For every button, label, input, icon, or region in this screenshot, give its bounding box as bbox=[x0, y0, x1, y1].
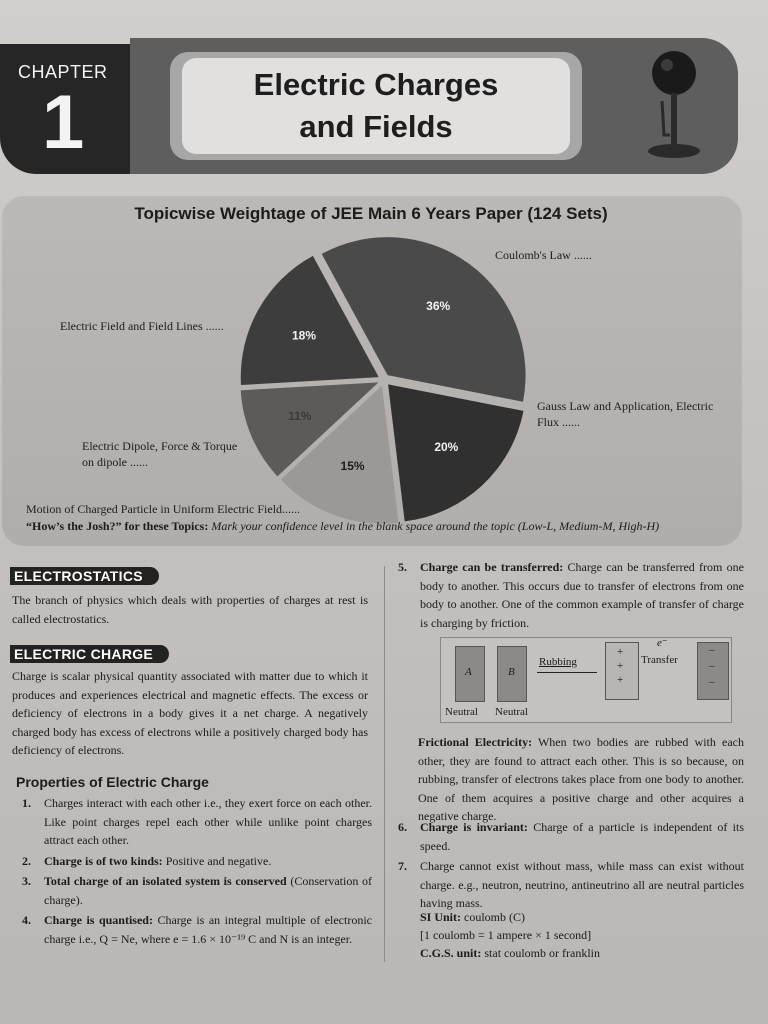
properties-list bbox=[12, 794, 372, 950]
item-5 bbox=[388, 558, 744, 634]
slice-label-gauss: Gauss Law and Application, Electric Flux ...... bbox=[537, 399, 714, 429]
list-item: 3. Total charge of an isolated system is conserved (Conservation of charge). bbox=[22, 874, 373, 907]
pie-slice-value: 36% bbox=[426, 299, 451, 314]
chapter-title-line2: and Fields bbox=[299, 109, 453, 144]
pie-slice-value: 18% bbox=[291, 328, 317, 343]
electric-charge-heading: ELECTRIC CHARGE bbox=[10, 645, 169, 663]
electron-label: e⁻ bbox=[657, 637, 668, 649]
slice-label-motion: Motion of Charged Particle in Uniform Electric Field...... bbox=[26, 502, 301, 516]
items-6-7 bbox=[388, 818, 744, 915]
charge-transfer-figure bbox=[440, 637, 732, 723]
electric-charge-text: Charge is scalar physical quantity associated with matter due to which it produces and experiences electrical and magnetic effects. The excess or deficiency of electrons in a body gives it a net charge. A negatively charged body has excess of electrons while a positively charged body has deficiency of electrons. bbox=[12, 669, 368, 757]
list-item: 4. Charge is quantised: Charge is an integral multiple of electronic charge i.e., Q = Ne, where e = 1.6 × 10⁻¹⁹ C and N is an integer. bbox=[22, 913, 372, 946]
transfer-label: Transfer bbox=[641, 654, 678, 666]
minus-sign: – bbox=[709, 660, 715, 672]
plus-sign: + bbox=[617, 674, 624, 686]
rubbing-label: Rubbing bbox=[539, 656, 577, 668]
chart-title: Topicwise Weightage of JEE Main 6 Years Paper (124 Sets) bbox=[134, 204, 608, 223]
pie-slice-value: 20% bbox=[434, 440, 459, 455]
cgs-unit-line: C.G.S. unit: stat coulomb or franklin bbox=[420, 946, 600, 960]
plus-sign: + bbox=[617, 660, 624, 672]
electrostatics-heading: ELECTROSTATICS bbox=[10, 567, 159, 585]
slice-label-dipole: Electric Dipole, Force & Torque on dipole ...... bbox=[82, 439, 238, 469]
frictional-body: When two bodies are rubbed with each other, they are found to attract each other. This is so because, on rubbing, transfer of electrons takes place from one body to another. One of them acquires a positive charge and other acquires a negative charge. bbox=[418, 735, 744, 823]
minus-sign: – bbox=[709, 644, 715, 656]
list-item: 1. Charges interact with each other i.e., they exert force on each other. Like point charges repel each other while unlike point charges attract each other. bbox=[22, 796, 372, 847]
pie-slice-value: 15% bbox=[340, 458, 365, 473]
si-unit-definition: [1 coulomb = 1 ampere × 1 second] bbox=[420, 928, 592, 942]
list-item: 7. Charge cannot exist without mass, while mass can exist without charge. e.g., neutron, neutrino, antineutrino all are neutral particles having mass. bbox=[398, 859, 744, 910]
josh-line bbox=[26, 519, 746, 534]
rubbing-arrow bbox=[537, 672, 597, 673]
josh-lead: “How’s the Josh?” for these Topics: bbox=[26, 519, 209, 533]
slice-label-field: Electric Field and Field Lines ...... bbox=[60, 319, 224, 333]
neutral-label-b: Neutral bbox=[495, 706, 528, 718]
body-a-label: A bbox=[465, 666, 472, 678]
list-item: 6. Charge is invariant: Charge of a particle is independent of its speed. bbox=[398, 820, 744, 853]
frictional-electricity-text bbox=[418, 733, 744, 826]
list-item: 5. Charge can be transferred: Charge can be transferred from one body to another. This occurs due to transfer of electrons from one body to another. One of the common example of transfer of charge is charging by friction. bbox=[398, 560, 744, 630]
list-item: 2. Charge is of two kinds: Positive and negative. bbox=[22, 853, 272, 868]
chapter-number: 1 bbox=[42, 80, 85, 165]
slice-label-coulomb: Coulomb's Law ...... bbox=[495, 248, 592, 262]
electrostatics-text: The branch of physics which deals with properties of charges at rest is called electrostatics. bbox=[12, 593, 368, 626]
si-unit-line: SI Unit: coulomb (C) bbox=[420, 910, 526, 924]
column-divider bbox=[384, 566, 385, 962]
pie-slice-value: 11% bbox=[288, 408, 312, 423]
chapter-title-line1: Electric Charges bbox=[253, 67, 499, 102]
frictional-lead: Frictional Electricity: bbox=[418, 735, 533, 749]
chapter-label: CHAPTER bbox=[18, 62, 108, 82]
body-b-label: B bbox=[508, 666, 515, 678]
minus-sign: – bbox=[709, 676, 715, 688]
properties-heading: Properties of Electric Charge bbox=[16, 774, 209, 790]
neutral-label-a: Neutral bbox=[445, 706, 478, 718]
josh-rest: Mark your confidence level in the blank space around the topic (Low-L, Medium-M, High-H) bbox=[211, 519, 660, 533]
plus-sign: + bbox=[617, 646, 624, 658]
